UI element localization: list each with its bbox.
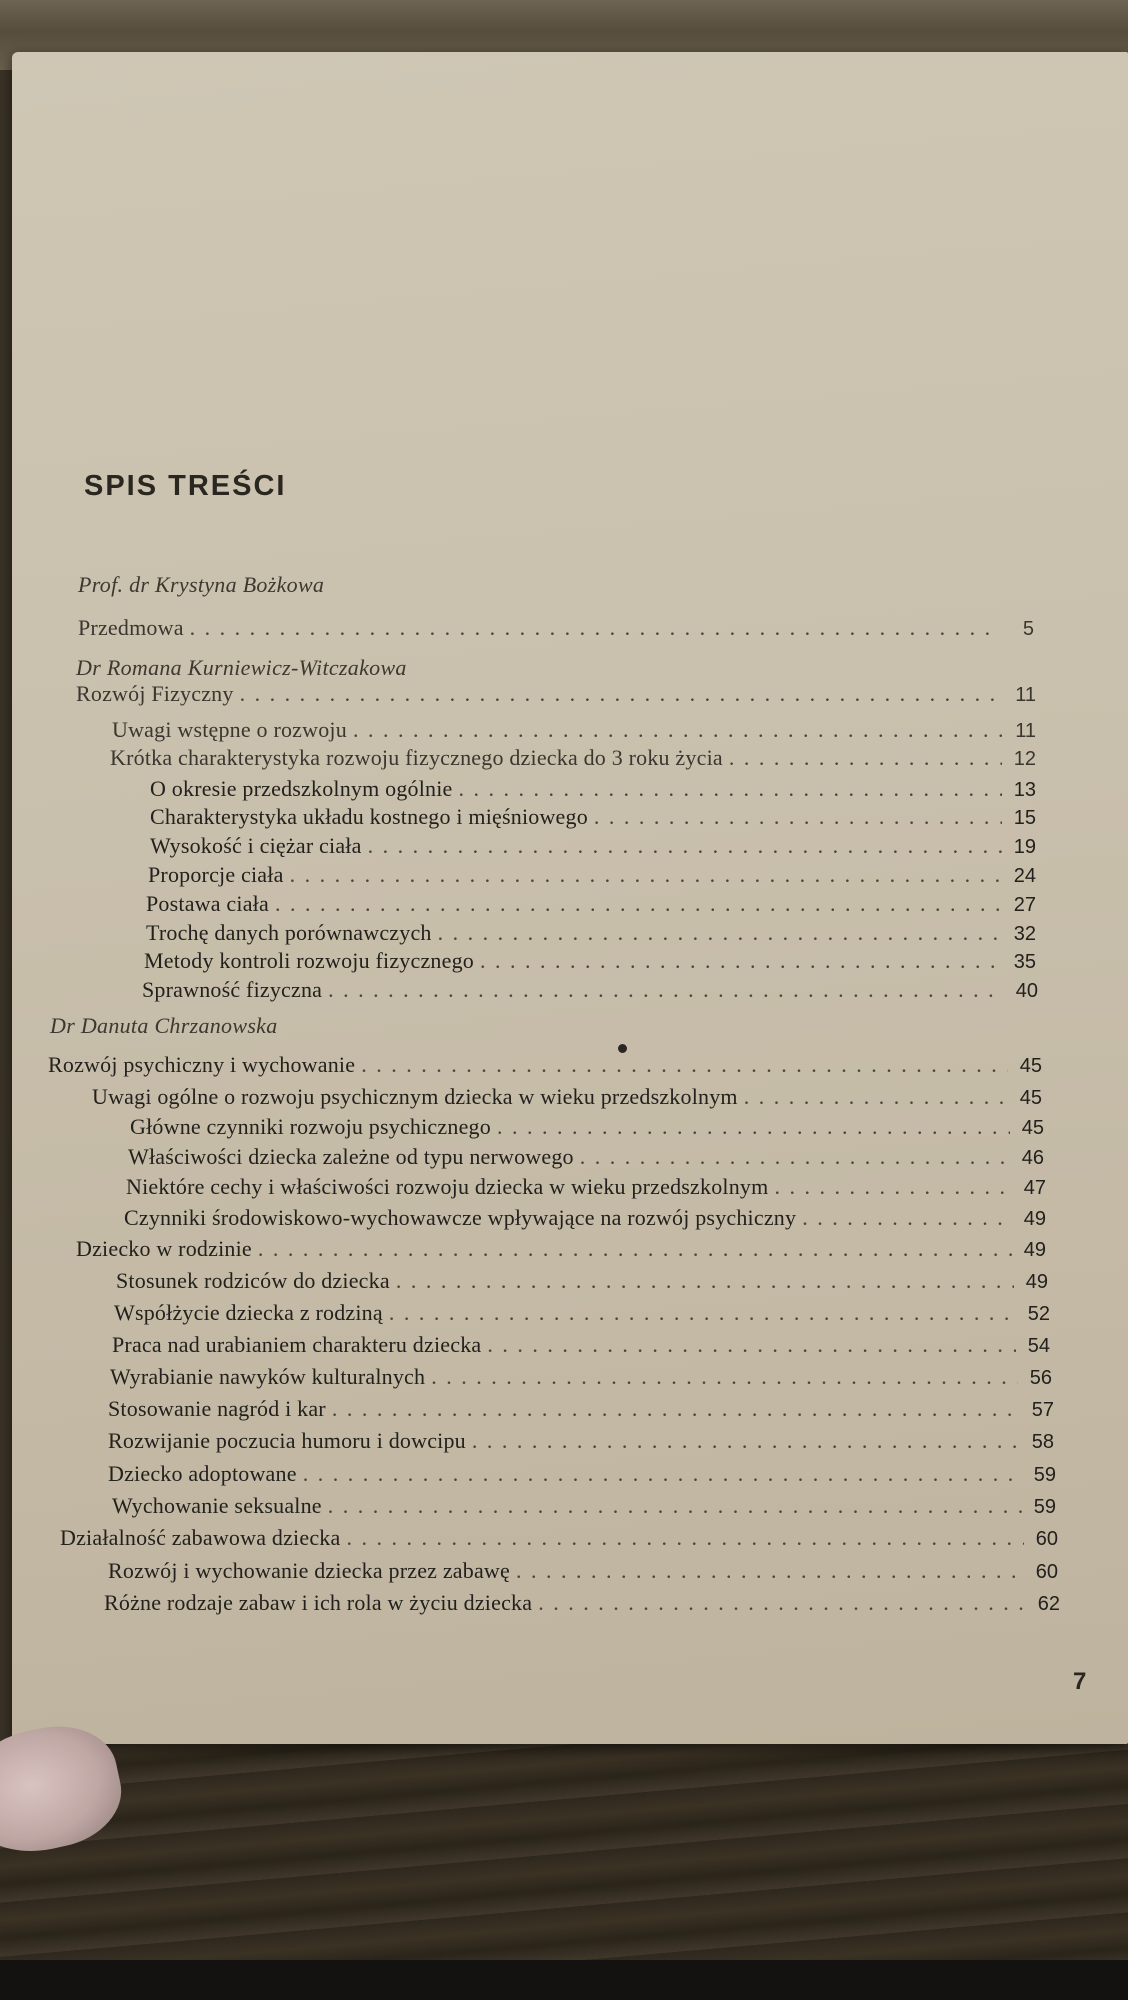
toc-entry-page: 46 — [1021, 1147, 1044, 1169]
dot-leader — [361, 1052, 1008, 1078]
toc-entry — [148, 862, 1036, 892]
toc-entry — [124, 1205, 1046, 1235]
toc-entry-title: Charakterystyka układu kostnego i mięśniowego — [150, 804, 588, 829]
toc-entry-page: 32 — [1013, 923, 1036, 945]
toc-entry-title: Wysokość i ciężar ciała — [150, 833, 362, 858]
toc-entry — [76, 1236, 1046, 1266]
toc-entry-page: 62 — [1037, 1593, 1060, 1615]
toc-entry-page: 58 — [1031, 1431, 1054, 1453]
toc-entry — [114, 1300, 1050, 1330]
toc-entry-page: 5 — [1022, 618, 1034, 640]
dot-leader — [438, 920, 1002, 946]
toc-entry — [108, 1396, 1054, 1426]
dot-leader — [389, 1300, 1016, 1326]
toc-entry — [116, 1268, 1048, 1298]
toc-entry-page: 47 — [1023, 1177, 1046, 1199]
toc-entry-page: 60 — [1035, 1561, 1058, 1583]
toc-entry-title: Wychowanie seksualne — [112, 1493, 322, 1518]
page-number: 7 — [1073, 1668, 1087, 1695]
dot-leader — [258, 1236, 1012, 1262]
toc-entry-title: Proporcje ciała — [148, 862, 284, 887]
dot-leader — [353, 717, 1002, 743]
dot-leader — [580, 1144, 1010, 1170]
toc-entry-page: 13 — [1013, 779, 1036, 801]
dot-leader — [328, 1493, 1022, 1519]
toc-entry — [146, 920, 1036, 950]
dot-leader — [480, 948, 1002, 974]
toc-entry — [126, 1174, 1046, 1204]
toc-entry-title: Stosunek rodziców do dziecka — [116, 1268, 390, 1293]
toc-entry-title: O okresie przedszkolnym ogólnie — [150, 776, 453, 801]
section-author: Prof. dr Krystyna Bożkowa — [78, 572, 325, 597]
toc-entry — [76, 681, 1036, 711]
toc-entry-title: Trochę danych porównawczych — [146, 920, 432, 945]
toc-entry-page: 27 — [1013, 894, 1036, 916]
toc-entry-title: Metody kontroli rozwoju fizycznego — [144, 948, 474, 973]
toc-entry — [128, 1144, 1044, 1174]
toc-entry-page: 11 — [1015, 684, 1036, 706]
toc-entry — [78, 615, 1034, 645]
toc-entry-title: Rozwój Fizyczny — [76, 681, 234, 706]
toc-entry — [144, 948, 1036, 978]
ink-spot — [618, 1044, 627, 1053]
dot-leader — [516, 1558, 1024, 1584]
dot-leader — [332, 1396, 1020, 1422]
toc-entry — [108, 1461, 1056, 1491]
toc-entry-title: Czynniki środowiskowo-wychowawcze wpływające na rozwój psychiczny — [124, 1205, 797, 1230]
toc-entry-page: 49 — [1023, 1239, 1046, 1261]
toc-entry-page: 11 — [1015, 720, 1036, 742]
toc-heading: SPIS TREŚCI — [84, 470, 287, 502]
toc-entry-page: 45 — [1021, 1117, 1044, 1139]
dot-leader — [190, 615, 1000, 641]
toc-entry — [150, 833, 1036, 863]
toc-entry-page: 15 — [1013, 807, 1036, 829]
toc-entry — [110, 745, 1036, 775]
toc-entry-page: 59 — [1033, 1496, 1056, 1518]
dot-leader — [744, 1084, 1008, 1110]
toc-entry-title: Rozwój i wychowanie dziecka przez zabawę — [108, 1558, 510, 1583]
dot-leader — [802, 1205, 1012, 1231]
toc-entry — [146, 891, 1036, 921]
toc-entry — [112, 1493, 1056, 1523]
toc-entry — [48, 1052, 1042, 1082]
toc-entry — [150, 804, 1036, 834]
toc-entry — [110, 1364, 1052, 1394]
dot-leader — [275, 891, 1002, 917]
toc-entry-page: 54 — [1027, 1335, 1050, 1357]
toc-entry-page: 52 — [1027, 1303, 1050, 1325]
toc-entry-title: Główne czynniki rozwoju psychicznego — [130, 1114, 491, 1139]
toc-entry-page: 12 — [1013, 748, 1036, 770]
toc-entry-title: Dziecko adoptowane — [108, 1461, 297, 1486]
toc-entry — [142, 977, 1038, 1007]
dot-leader — [459, 776, 1002, 802]
dot-leader — [594, 804, 1002, 830]
dot-leader — [346, 1525, 1024, 1551]
dot-leader — [328, 977, 1004, 1003]
toc-entry-title: Rozwijanie poczucia humoru i dowcipu — [108, 1428, 466, 1453]
toc-entry-title: Dziecko w rodzinie — [76, 1236, 252, 1261]
toc-entry-title: Niektóre cechy i właściwości rozwoju dziecka w wieku przedszkolnym — [126, 1174, 769, 1199]
toc-entry-title: Postawa ciała — [146, 891, 269, 916]
dot-leader — [396, 1268, 1014, 1294]
toc-entry-title: Różne rodzaje zabaw i ich rola w życiu dziecka — [104, 1590, 533, 1615]
toc-entry-page: 60 — [1035, 1528, 1058, 1550]
toc-entry-page: 49 — [1025, 1271, 1048, 1293]
dot-leader — [290, 862, 1002, 888]
dot-leader — [472, 1428, 1020, 1454]
toc-entry-page: 40 — [1015, 980, 1038, 1002]
dot-leader — [538, 1590, 1026, 1616]
toc-entry-page: 45 — [1019, 1055, 1042, 1077]
dot-leader — [431, 1364, 1018, 1390]
dot-leader — [729, 745, 1002, 771]
toc-entry-title: Działalność zabawowa dziecka — [60, 1525, 341, 1550]
toc-entry — [112, 1332, 1050, 1362]
toc-entry-page: 56 — [1029, 1367, 1052, 1389]
toc-entry — [150, 776, 1036, 806]
toc-entry-page: 45 — [1019, 1087, 1042, 1109]
toc-entry — [60, 1525, 1058, 1555]
toc-entry-title: Krótka charakterystyka rozwoju fizycznego dziecka do 3 roku życia — [110, 745, 723, 770]
toc-entry-page: 49 — [1023, 1208, 1046, 1230]
toc-entry-title: Współżycie dziecka z rodziną — [114, 1300, 383, 1325]
toc-entry — [92, 1084, 1042, 1114]
toc-entry-title: Stosowanie nagród i kar — [108, 1396, 326, 1421]
dot-leader — [487, 1332, 1016, 1358]
dot-leader — [240, 681, 1002, 707]
toc-entry-page: 59 — [1033, 1464, 1056, 1486]
toc-entry-page: 35 — [1013, 951, 1036, 973]
toc-entry — [112, 717, 1036, 747]
dot-leader — [368, 833, 1002, 859]
dot-leader — [303, 1461, 1022, 1487]
toc-entry — [108, 1558, 1058, 1588]
toc-entry — [108, 1428, 1054, 1458]
toc-entry-title: Uwagi ogólne o rozwoju psychicznym dziecka w wieku przedszkolnym — [92, 1084, 738, 1109]
toc-entry-title: Praca nad urabianiem charakteru dziecka — [112, 1332, 482, 1357]
toc-entry-page: 24 — [1013, 865, 1036, 887]
background-bottom-edge — [0, 1960, 1128, 2000]
toc-entry-title: Właściwości dziecka zależne od typu nerwowego — [128, 1144, 574, 1169]
toc-entry-page: 57 — [1031, 1399, 1054, 1421]
toc-entry-title: Sprawność fizyczna — [142, 977, 323, 1002]
toc-entry — [130, 1114, 1044, 1144]
toc-entry-page: 19 — [1013, 836, 1036, 858]
dot-leader — [497, 1114, 1010, 1140]
toc-entry-title: Wyrabianie nawyków kulturalnych — [110, 1364, 426, 1389]
section-author: Dr Danuta Chrzanowska — [50, 1013, 278, 1038]
dot-leader — [774, 1174, 1012, 1200]
section-author: Dr Romana Kurniewicz-Witczakowa — [76, 655, 407, 680]
toc-entry-title: Przedmowa — [78, 615, 184, 640]
toc-entry — [104, 1590, 1060, 1620]
toc-entry-title: Rozwój psychiczny i wychowanie — [48, 1052, 356, 1077]
toc-entry-title: Uwagi wstępne o rozwoju — [112, 717, 347, 742]
